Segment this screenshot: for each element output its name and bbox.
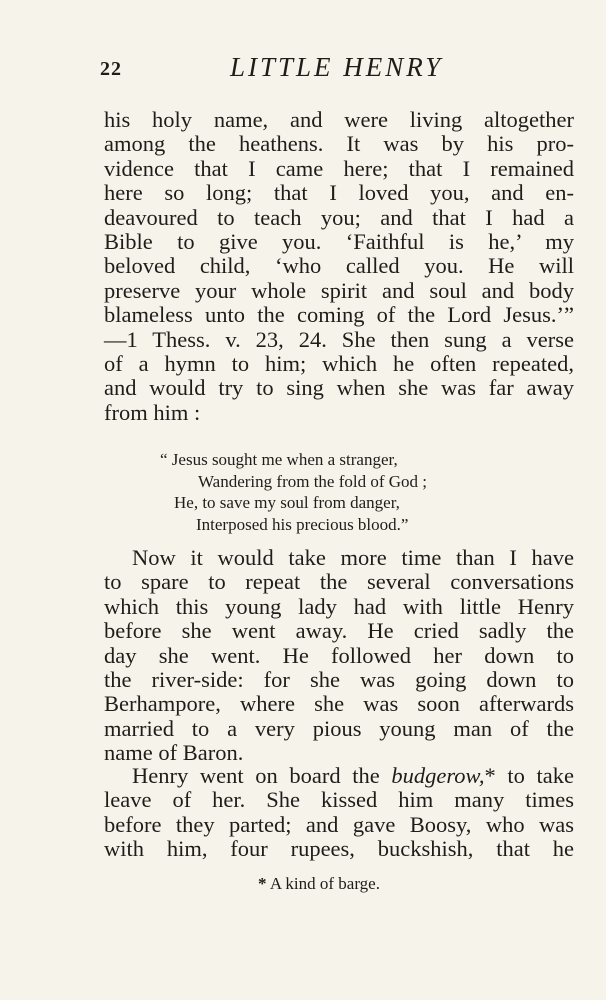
italic-term: budgerow,: [391, 763, 485, 788]
verse-line: “ Jesus sought me when a stranger,: [160, 450, 398, 469]
paragraph-2: [104, 546, 574, 766]
text-line: deavoured to teach you; and that I had a: [104, 204, 574, 230]
verse-line: Wandering from the fold of God ;: [198, 471, 428, 491]
text-line: name of Baron.: [104, 740, 244, 766]
text-line: —1 Thess. v. 23, 24. She then sung a verse: [104, 326, 574, 352]
text-line: and would try to sing when she was far away: [104, 375, 574, 401]
text-line: Bible to give you. ‘Faithful is he,’ my: [104, 228, 574, 254]
footnote-marker: *: [258, 874, 267, 893]
text-line: among the heathens. It was by his pro-: [104, 131, 574, 157]
text-line: his holy name, and were living altogether: [104, 107, 574, 132]
text-line: blameless unto the coming of the Lord Jesus.’”: [104, 302, 574, 328]
text-line: married to a very pious young man of the: [104, 715, 574, 741]
footnote-text: A kind of barge.: [269, 874, 380, 893]
page-number: 22: [100, 58, 122, 80]
text-line: the river-side: for she was going down to: [104, 666, 574, 692]
text-line: Berhampore, where she was soon afterwards: [104, 691, 574, 717]
text-line: beloved child, ‘who called you. He will: [104, 253, 574, 279]
text-line: from him :: [104, 399, 201, 425]
text-line: day she went. He followed her down to: [104, 642, 574, 668]
text-line: of a hymn to him; which he often repeated,: [104, 350, 574, 376]
verse-line: Interposed his precious blood.”: [196, 514, 409, 534]
text-line: leave of her. She kissed him many times: [104, 787, 574, 813]
page-header: [100, 52, 574, 86]
running-title: LITTLE HENRY: [230, 52, 444, 82]
paragraph-1: [104, 108, 574, 425]
text-line: [104, 764, 574, 788]
text-line: Now it would take more time than I have: [132, 545, 574, 570]
text-line: which this young lady had with little Henry: [104, 593, 574, 619]
text-fragment: Henry went on board the: [132, 763, 392, 788]
footnote: [258, 874, 380, 894]
verse-line: He, to save my soul from danger,: [174, 493, 400, 512]
text-line: before she went away. He cried sadly the: [104, 618, 574, 644]
text-line: to spare to repeat the several conversations: [104, 569, 574, 595]
text-line: preserve your whole spirit and soul and body: [104, 277, 574, 303]
text-line: with him, four rupees, buckshish, that he: [104, 836, 574, 862]
hymn-verse: [160, 449, 427, 535]
text-line: before they parted; and gave Boosy, who was: [104, 811, 574, 837]
text-line: here so long; that I loved you, and en-: [104, 180, 574, 206]
footnote-reference: * to take: [484, 763, 574, 788]
paragraph-3: [104, 764, 574, 862]
text-line: vidence that I came here; that I remained: [104, 155, 574, 181]
